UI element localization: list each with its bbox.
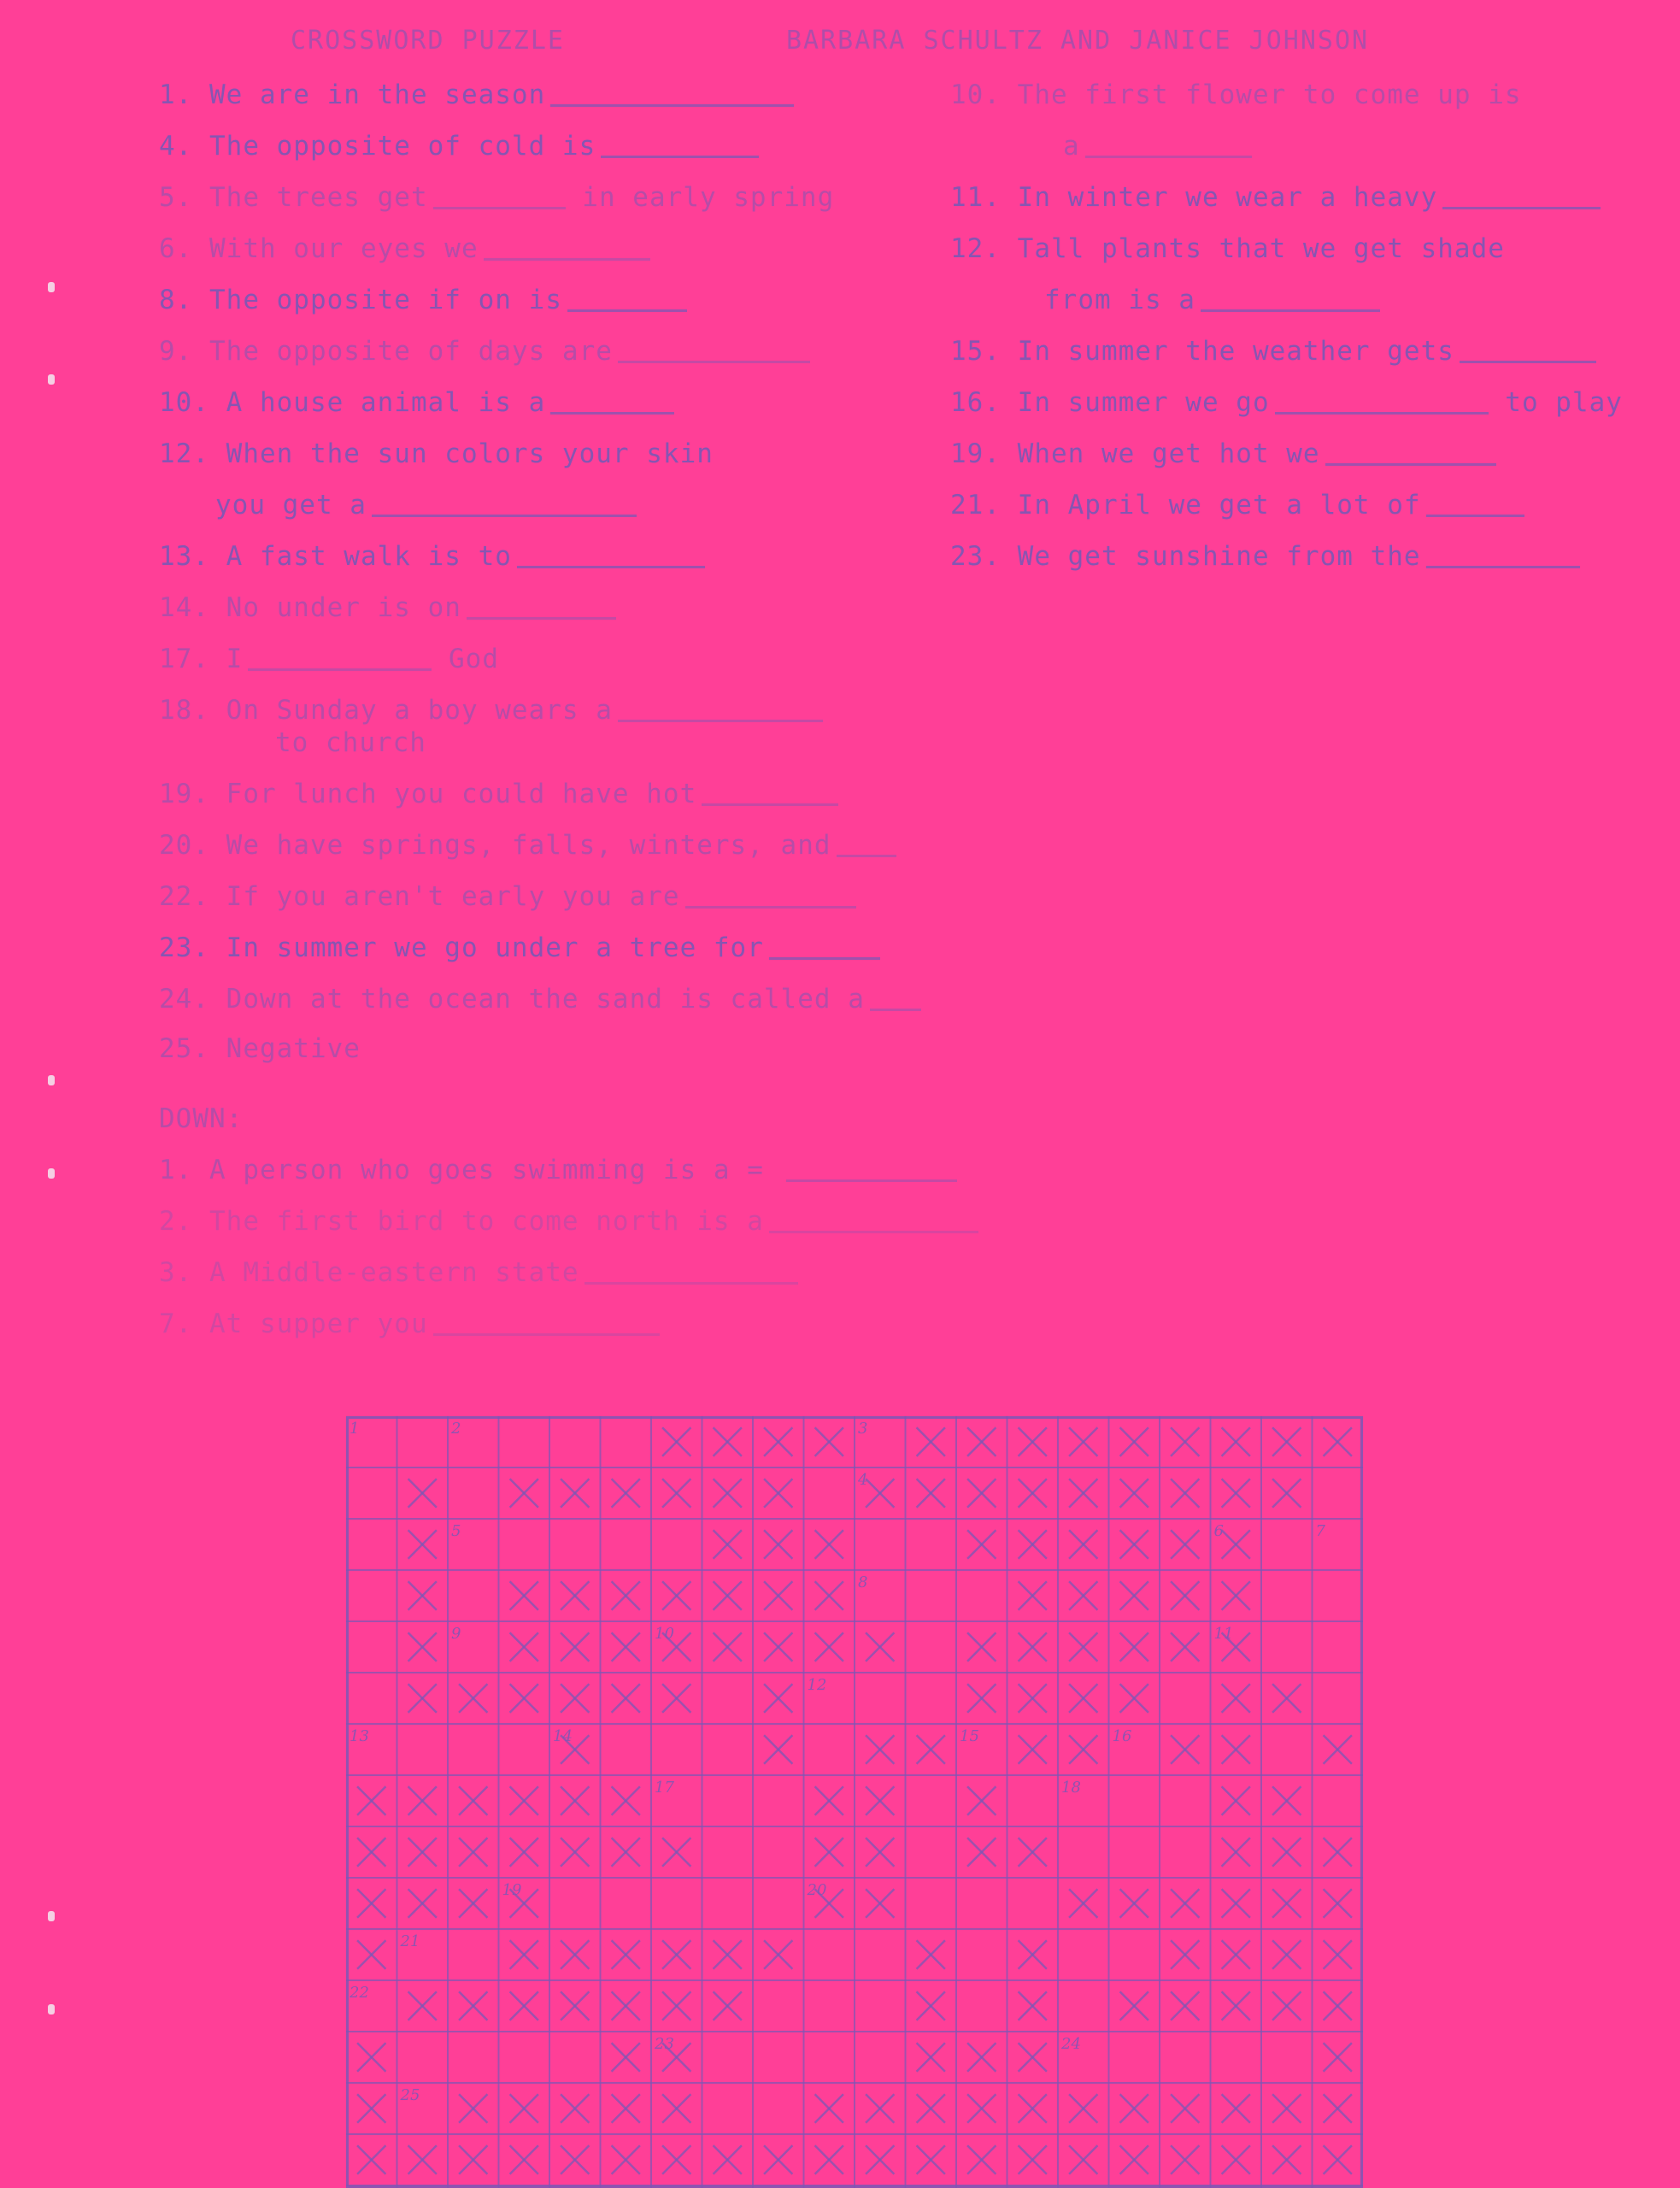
clue-down-3: 3. A Middle-eastern state: [159, 1257, 798, 1288]
clue-across-12-right: 12. Tall plants that we get shade: [950, 233, 1505, 264]
clue-across-9: 9. The opposite of days are: [159, 336, 810, 367]
clue-number: 12: [807, 1676, 827, 1694]
clue-across-23-right: 23. We get sunshine from the: [950, 541, 1580, 572]
clue-down-2: 2. The first bird to come north is a: [159, 1206, 978, 1237]
clue-number: 21: [400, 1932, 420, 1950]
clue-across-12-right-continued: from is a: [1044, 285, 1380, 315]
clue-down-7: 7. At supper you: [159, 1309, 660, 1339]
clue-number: 16: [1112, 1727, 1132, 1745]
clue-number: 4: [858, 1471, 868, 1489]
clue-across-12: 12. When the sun colors your skin: [159, 438, 714, 469]
clue-across-25: 25. Negative: [159, 1033, 361, 1064]
punch-hole: [48, 1168, 55, 1179]
clue-across-4: 4. The opposite of cold is: [159, 131, 759, 162]
clue-across-5: 5. The trees get in early spring: [159, 182, 835, 213]
clue-number: 20: [807, 1881, 827, 1899]
clue-number: 7: [1315, 1522, 1325, 1540]
clue-number: 8: [858, 1573, 868, 1591]
clue-across-11: 11. In winter we wear a heavy: [950, 182, 1601, 213]
clue-across-22: 22. If you aren't early you are: [159, 881, 856, 912]
clue-across-21: 21. In April we get a lot of: [950, 490, 1524, 521]
clue-across-18-continued: to church: [275, 727, 426, 758]
clue-number: 11: [1213, 1625, 1234, 1643]
clue-across-23: 23. In summer we go under a tree for: [159, 932, 880, 963]
puzzle-title: CROSSWORD PUZZLE: [291, 26, 565, 56]
clue-number: 14: [553, 1727, 573, 1745]
clue-across-17: 17. I God: [159, 644, 499, 674]
clue-across-18: 18. On Sunday a boy wears a: [159, 695, 823, 726]
clue-across-20: 20. We have springs, falls, winters, and: [159, 830, 896, 861]
clue-across-6: 6. With our eyes we: [159, 233, 650, 264]
clue-number: 22: [350, 1984, 369, 2002]
clue-number: 3: [858, 1420, 868, 1438]
clue-across-14: 14. No under is on: [159, 592, 616, 623]
clue-number: 15: [960, 1727, 979, 1745]
clue-number: 9: [451, 1625, 461, 1643]
clue-number: 6: [1213, 1522, 1224, 1540]
clue-across-16: 16. In summer we go to play: [950, 387, 1623, 418]
clue-across-10-right-continued: a: [1063, 131, 1252, 162]
clue-number: 19: [502, 1881, 522, 1899]
clue-number: 5: [451, 1522, 461, 1540]
clue-across-8: 8. The opposite if on is: [159, 285, 687, 315]
clue-across-15: 15. In summer the weather gets: [950, 336, 1596, 367]
down-heading: DOWN:: [159, 1103, 244, 1134]
clue-number: 18: [1061, 1779, 1081, 1797]
clue-across-19: 19. For lunch you could have hot: [159, 779, 838, 809]
clue-number: 24: [1061, 2035, 1081, 2053]
clue-across-19-right: 19. When we get hot we: [950, 438, 1496, 469]
clue-number: 17: [655, 1779, 674, 1797]
punch-hole: [48, 282, 55, 292]
punch-hole: [48, 1075, 55, 1085]
punch-hole: [48, 374, 55, 385]
author-names: BARBARA SCHULTZ AND JANICE JOHNSON: [786, 26, 1370, 56]
clue-number: 2: [451, 1420, 461, 1438]
clue-number: 1: [350, 1420, 360, 1438]
clue-number: 25: [400, 2086, 420, 2104]
clue-across-12-continued: you get a: [215, 490, 637, 521]
clue-across-24: 24. Down at the ocean the sand is called a: [159, 984, 921, 1015]
punch-hole: [48, 1911, 55, 1921]
clue-number: 13: [350, 1727, 369, 1745]
clue-number: 23: [655, 2035, 674, 2053]
clue-across-1: 1. We are in the season: [159, 79, 794, 110]
clue-across-13: 13. A fast walk is to: [159, 541, 705, 572]
clue-across-10-right: 10. The first flower to come up is: [950, 79, 1522, 110]
clue-number: 10: [655, 1625, 674, 1643]
crossword-grid: [346, 1416, 1363, 2188]
clue-across-10: 10. A house animal is a: [159, 387, 674, 418]
punch-hole: [48, 2004, 55, 2014]
clue-down-1: 1. A person who goes swimming is a =: [159, 1155, 957, 1185]
